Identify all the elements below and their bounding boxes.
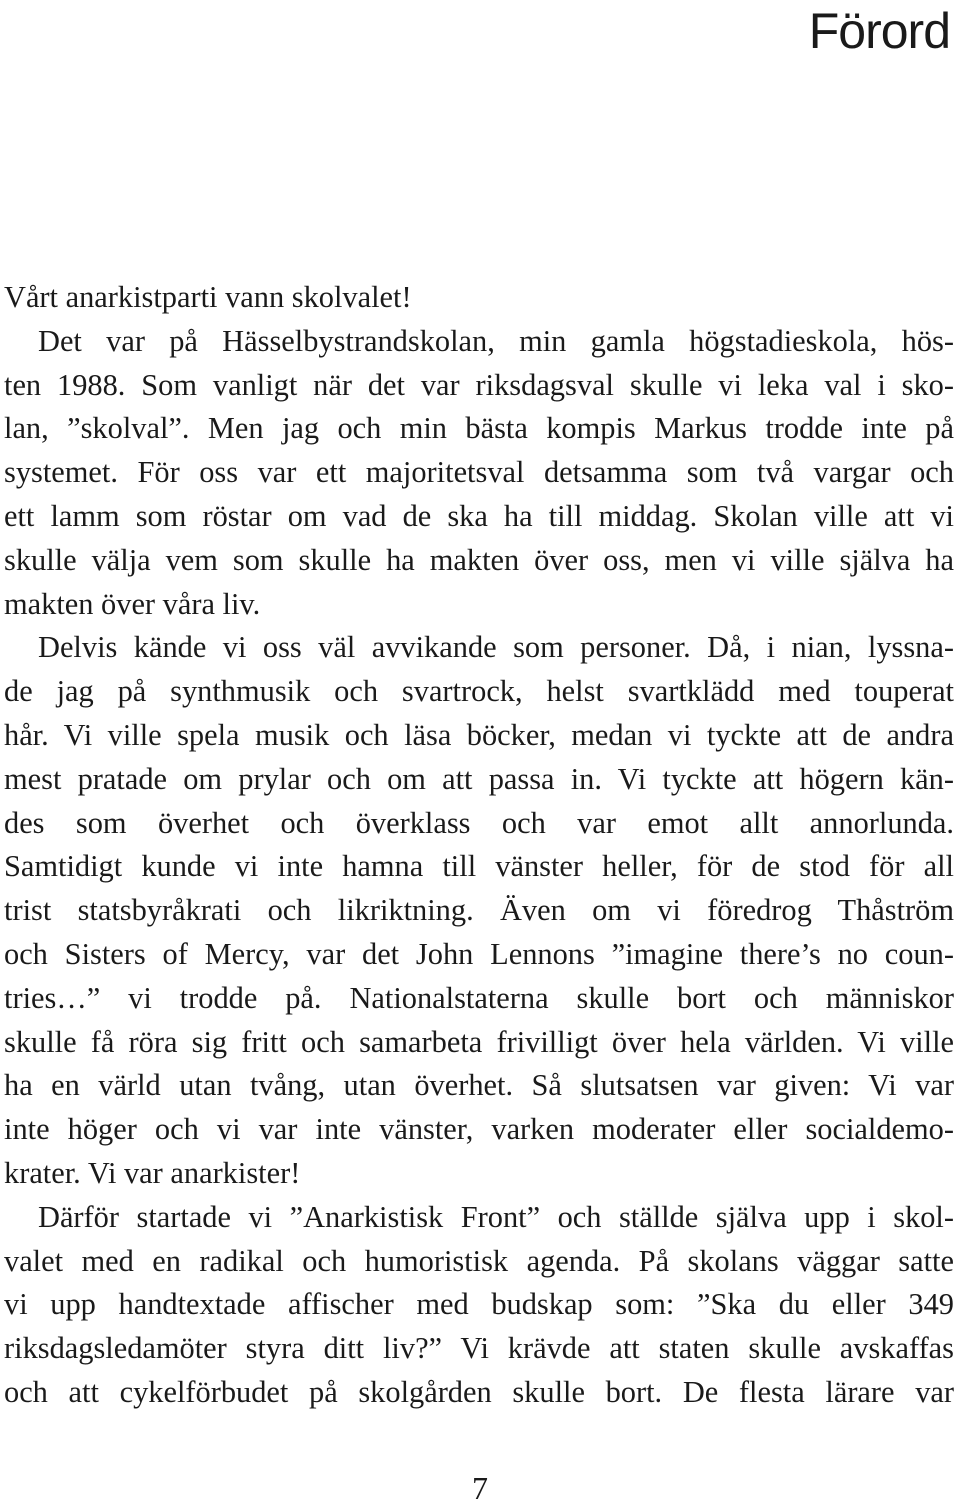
text-line: Vårt anarkistparti vann skolvalet! (4, 280, 412, 314)
text-line: ett lamm som röstar om vad de ska ha till middag. Skolan ville att vi (4, 498, 954, 533)
text-line: och att cykelförbudet på skolgården skulle bort. De flesta lärare var (4, 1374, 954, 1409)
text-line: Det var på Hässelbystrandskolan, min gamla högstadieskola, hös- (38, 323, 954, 358)
text-line: skulle få röra sig fritt och samarbeta frivilligt över hela världen. Vi ville (4, 1024, 954, 1059)
text-line: valet med en radikal och humoristisk agenda. På skolans väggar satte (4, 1243, 954, 1278)
text-line: och Sisters of Mercy, var det John Lennons ”imagine there’s no coun- (4, 936, 954, 971)
text-line: lan, ”skolval”. Men jag och min bästa kompis Markus trodde inte på (4, 411, 954, 446)
text-line: Därför startade vi ”Anarkistisk Front” och ställde själva upp i skol- (38, 1199, 954, 1234)
text-line: riksdagsledamöter styra ditt liv?” Vi krävde att staten skulle avskaffas (4, 1331, 954, 1366)
text-line: mest pratade om prylar och om att passa in. Vi tyckte att högern kän- (4, 761, 954, 796)
text-line: ten 1988. Som vanligt när det var riksdagsval skulle vi leka val i sko- (4, 367, 954, 402)
page-number: 7 (472, 1470, 488, 1506)
text-line: systemet. För oss var ett majoritetsval detsamma som två vargar och (4, 455, 954, 490)
body-text (4, 276, 954, 1415)
text-line: skulle välja vem som skulle ha makten över oss, men vi ville själva ha (4, 542, 954, 577)
text-line: Samtidigt kunde vi inte hamna till vänster heller, för de stod för all (4, 849, 954, 884)
text-line: vi upp handtextade affischer med budskap som: ”Ska du eller 349 (4, 1287, 954, 1322)
text-line: hår. Vi ville spela musik och läsa böcker, medan vi tyckte att de andra (4, 717, 954, 752)
text-line: Delvis kände vi oss väl avvikande som personer. Då, i nian, lyssna- (38, 630, 954, 665)
text-line: des som överhet och överklass och var emot allt annorlunda. (4, 805, 954, 840)
text-line: inte höger och vi var inte vänster, varken moderater eller socialdemo- (4, 1112, 954, 1147)
text-line: ha en värld utan tvång, utan överhet. Så slutsatsen var given: Vi var (4, 1068, 954, 1103)
text-line: trist statsbyråkrati och likriktning. Även om vi föredrog Thåström (4, 893, 954, 928)
text-line: tries…” vi trodde på. Nationalstaterna skulle bort och människor (4, 980, 954, 1015)
text-line: makten över våra liv. (4, 586, 261, 621)
text-line: de jag på synthmusik och svartrock, helst svartklädd med touperat (4, 674, 954, 709)
text-line: krater. Vi var anarkister! (4, 1155, 301, 1190)
chapter-title: Förord (808, 3, 950, 59)
